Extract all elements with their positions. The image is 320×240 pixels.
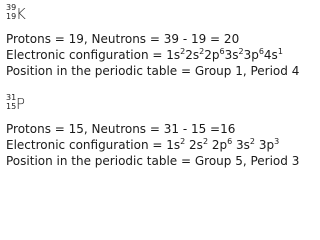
orbital: 1s	[166, 138, 181, 152]
periodic-position-line: Position in the periodic table = Group 5, Period 3	[6, 154, 300, 168]
element-symbol: P	[16, 95, 26, 113]
potassium-nuclide-symbol	[6, 4, 46, 30]
orbital: 2s	[185, 138, 203, 152]
periodic-position-line: Position in the periodic table = Group 1, Period 4	[6, 64, 300, 78]
orbital: 1s	[166, 48, 181, 62]
orbital: 3s	[232, 138, 250, 152]
electronic-configuration-line	[6, 48, 299, 62]
electron-count: 2	[199, 47, 205, 56]
electron-count: 2	[202, 137, 209, 146]
mass-number: 39	[6, 3, 17, 12]
orbital: 3p	[255, 138, 275, 152]
potassium-section	[6, 4, 299, 78]
electron-count: 6	[219, 47, 225, 56]
electron-count: 2	[238, 47, 244, 56]
config-label: Electronic configuration =	[6, 48, 167, 62]
phosphorus-section	[6, 94, 299, 168]
atomic-number: 15	[6, 102, 17, 111]
config-terms	[166, 48, 283, 62]
orbital: 3p	[243, 48, 259, 62]
electron-count: 1	[277, 47, 283, 56]
config-label: Electronic configuration =	[6, 138, 167, 152]
element-symbol: K	[16, 5, 26, 23]
electron-count: 3	[274, 137, 280, 146]
atomic-number: 19	[6, 12, 17, 21]
orbital: 2s	[185, 48, 200, 62]
phosphorus-nuclide-symbol	[6, 94, 46, 120]
orbital: 3s	[224, 48, 239, 62]
orbital: 2p	[208, 138, 228, 152]
orbital: 2p	[204, 48, 220, 62]
electronic-configuration-line	[6, 138, 299, 152]
protons-neutrons-line: Protons = 15, Neutrons = 31 - 15 =16	[6, 122, 236, 136]
electron-count: 6	[227, 137, 233, 146]
electron-count: 2	[180, 137, 186, 146]
config-terms	[166, 138, 279, 152]
mass-number: 31	[6, 93, 17, 102]
orbital: 4s	[263, 48, 278, 62]
electron-count: 6	[258, 47, 264, 56]
electron-count: 2	[249, 137, 255, 146]
protons-neutrons-line: Protons = 19, Neutrons = 39 - 19 = 20	[6, 32, 240, 46]
electron-count: 2	[180, 47, 186, 56]
